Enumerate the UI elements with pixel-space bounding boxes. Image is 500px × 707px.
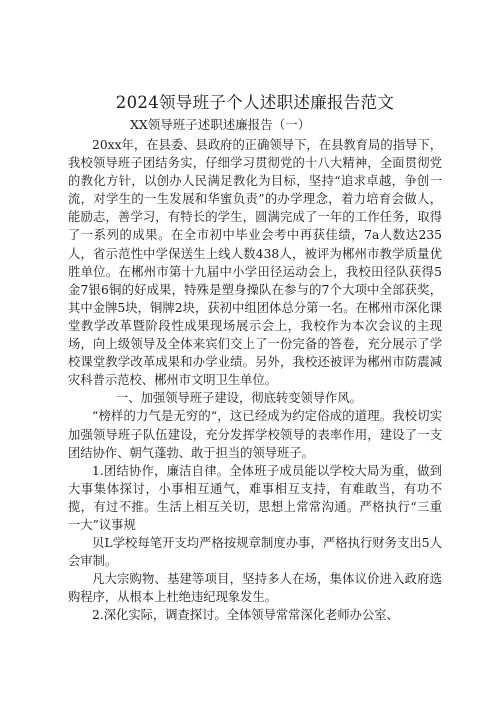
paragraph-role-model: “榜样的力气是无穷的“，这已经成为约定俗成的道理。我校切实加强领导班子队伍建设，充分发挥学校领导的表率作用，建设了一支团结协作、朝气蓬勃、敢于担当的领导班子。 <box>68 409 442 460</box>
document-body <box>68 136 442 625</box>
paragraph-procurement: 凡大宗购物、基建等项目，坚持多人在场，集体议价进入政府选购程序，从根本上杜绝违纪现象发生。 <box>68 572 442 605</box>
paragraph-point-2: 2.深化实际，调查探讨。全体领导常常深化老师办公室、 <box>92 608 399 623</box>
document-title: 2024领导班子个人述职述廉报告范文 <box>115 93 395 112</box>
section-heading-1: 一、加强领导班子建设，彻底转变领导作风。 <box>116 391 362 406</box>
paragraph-point-1: 1.团结协作，廉洁自律。全体班子成员能以学校大局为重，做到大事集体探讨，小事相互通气，难事相互支持，有难敢当，有功不揽，有过不推。生活上相互关切，思想上常常沟通。严格执行“三重一大”议事规 <box>68 463 442 532</box>
document-subtitle: XX领导班子述职述廉报告（一） <box>130 117 311 132</box>
paragraph-intro: 20xx年，在县委、县政府的正确领导下，在县教育局的指导下，我校领导班子团结务实，仔细学习贯彻党的十八大精神，全面贯彻党的教化方针，以创办人民满足教化为目标，坚持“追求卓越，争创一流，对学生的一生发展和华蜜负责”的办学理念，着力培育会做人，能励志，善学习，有特长的学生，圆满完成了一年的工作任务，取得了一系列的成果。在全市初中毕业会考中再获佳绩，7a人数达235人，省示范性中学保送生上线人数438人，被评为郴州市教学质量优胜单位。在郴州市第十九届中小学田径运动会上，我校田径队获得5金7银6铜的好成果，特殊是塑身操队在参与的7个大项中全部获奖，其中金牌5块，铜牌2块，获初中组团体总分第一名。在郴州市深化课堂教学改革暨阶段性成果现场展示会上，我校作为本次会议的主现场，向上级领导及全体来宾们交上了一份完备的答卷，充分展示了学校课堂教学改革成果和办学业绩。另外，我校还被评为郴州市防震减灾科普示范校、郴州市文明卫生单位。 <box>68 138 442 388</box>
paragraph-finance: 贝L学校每笔开支均严格按规章制度办事，严格执行财务支出5人会审制。 <box>68 536 442 569</box>
